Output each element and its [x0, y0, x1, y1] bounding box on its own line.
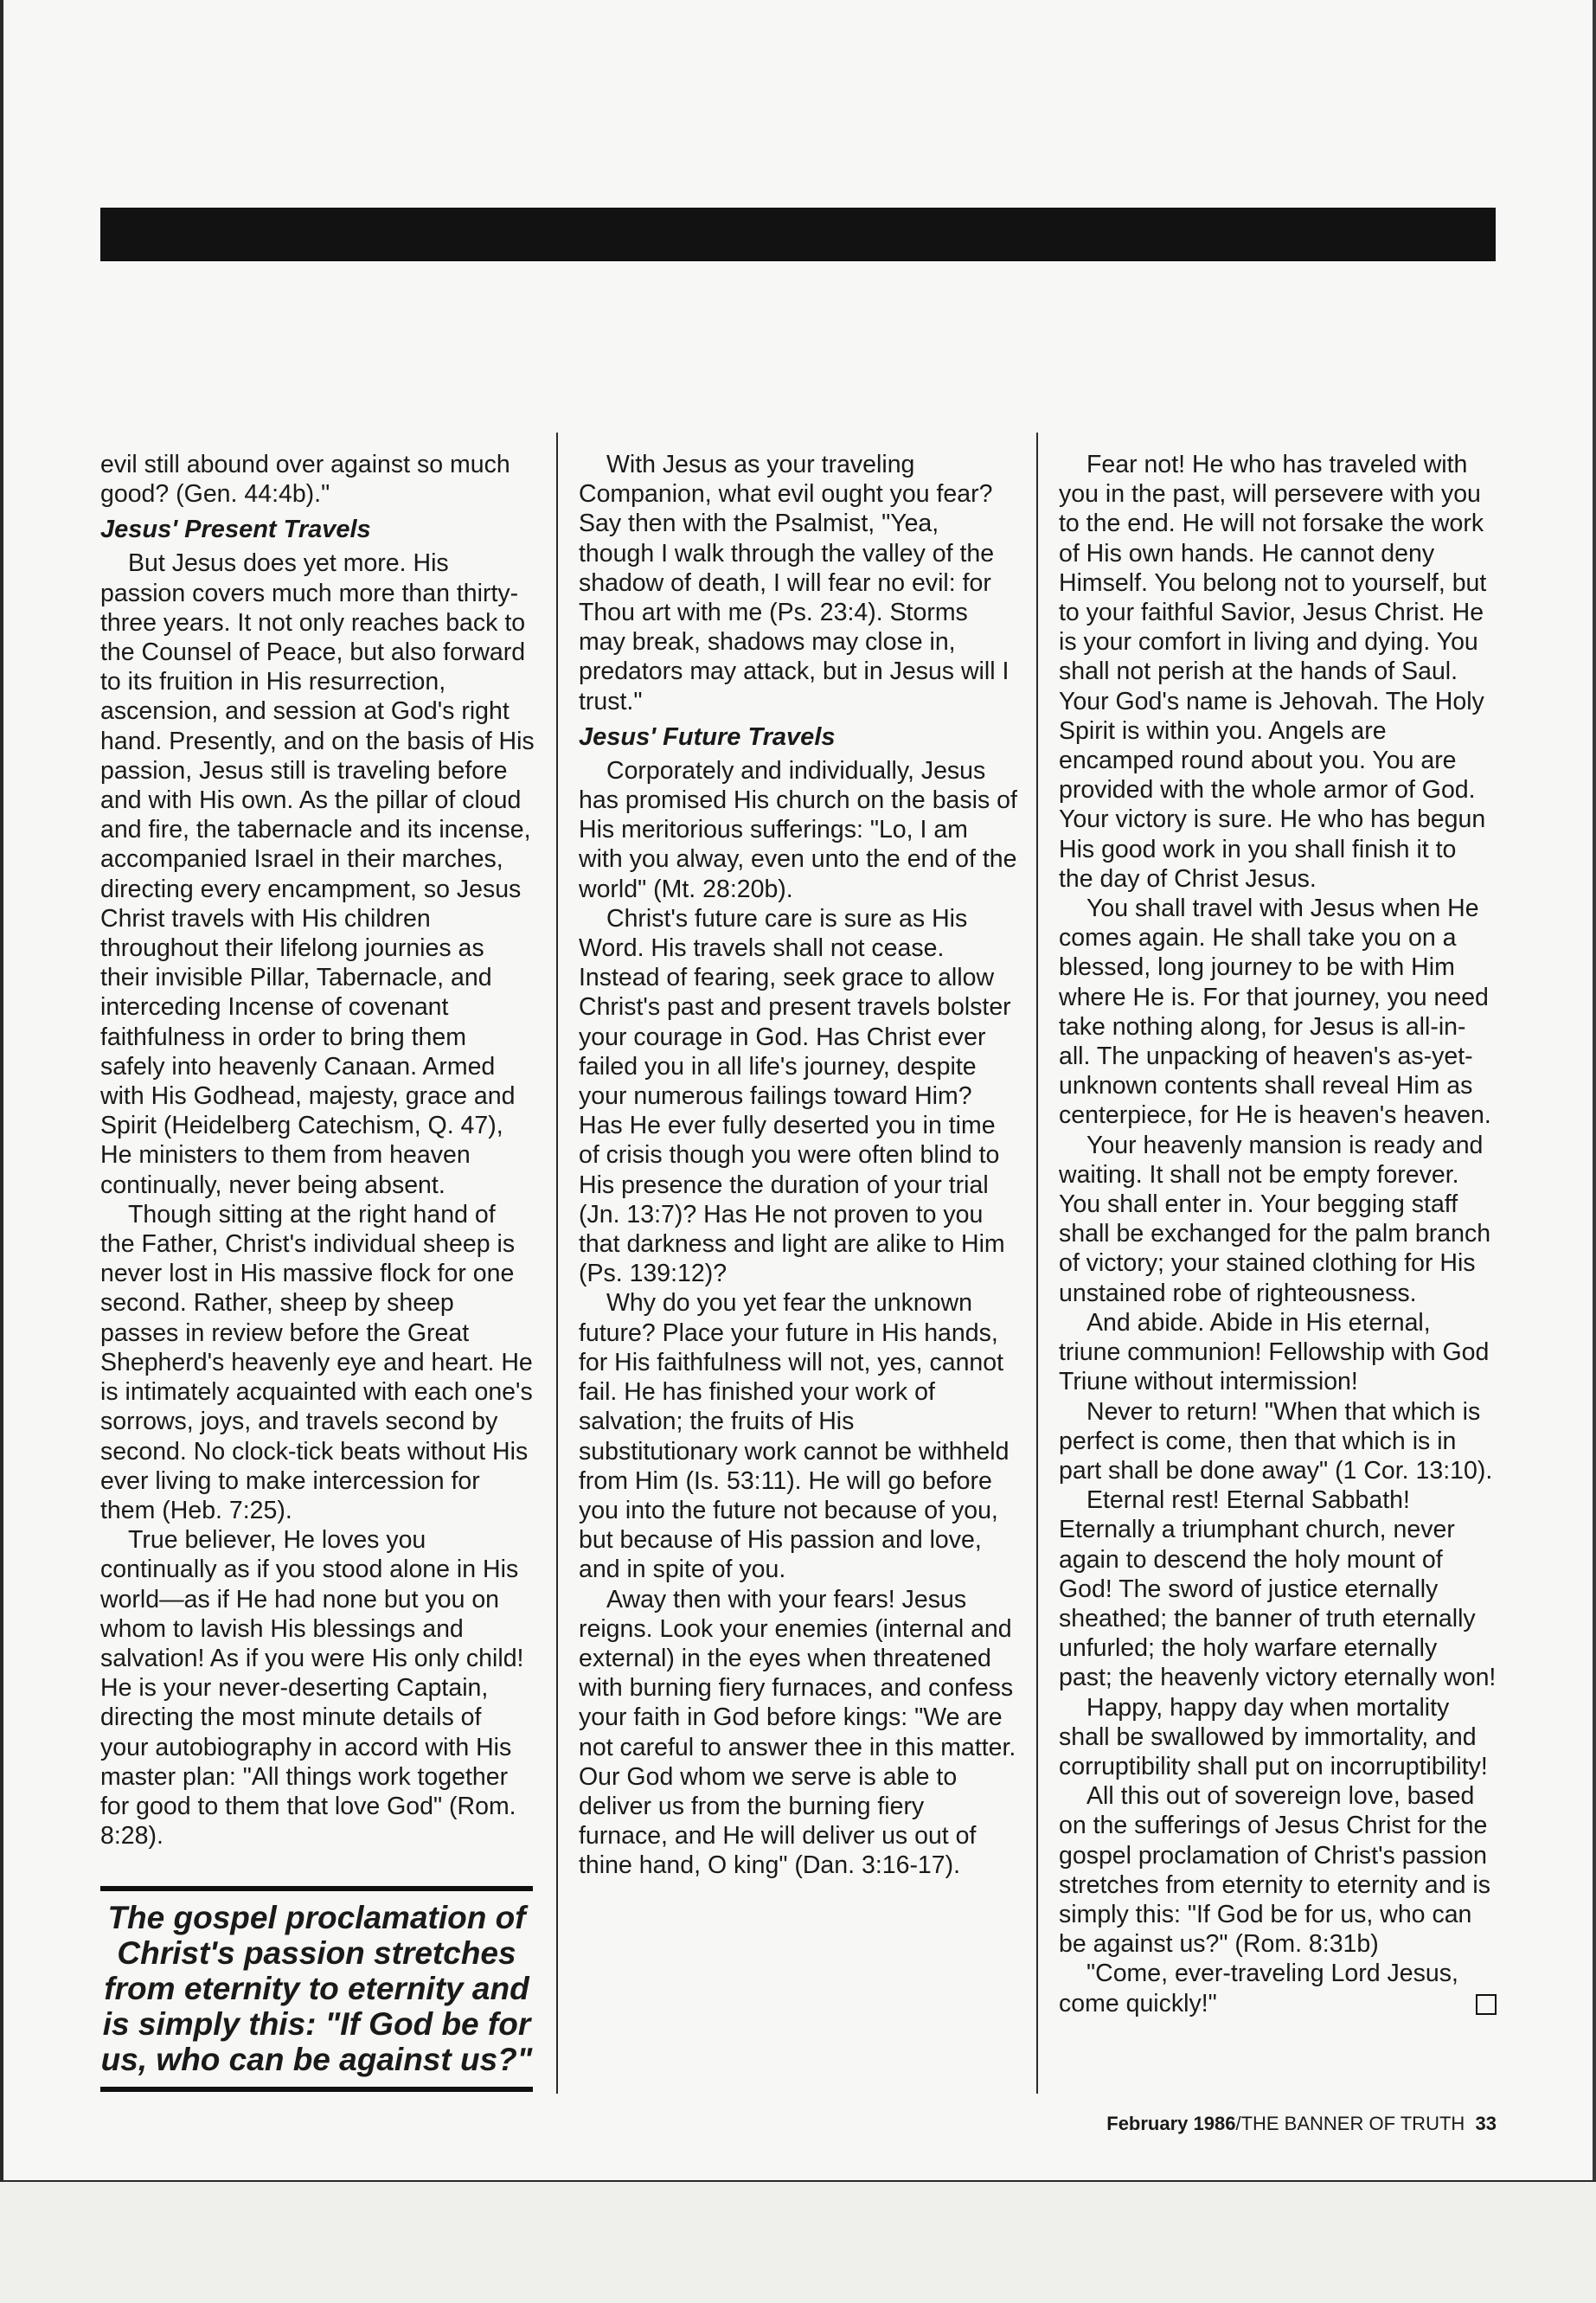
- page-number: 33: [1475, 2113, 1497, 2134]
- section-heading-future-travels: Jesus' Future Travels: [579, 722, 836, 751]
- header-bar: [100, 208, 1496, 261]
- scan-left-edge: [0, 0, 3, 2301]
- column-3: [1059, 450, 1497, 2018]
- paragraph: And abide. Abide in His eternal, triune communion! Fellowship with God Triune without intermission!: [1059, 1308, 1490, 1396]
- column-1: [100, 450, 535, 1851]
- pullquote-bottom-rule: [100, 2087, 533, 2092]
- column-divider: [556, 433, 558, 2094]
- paragraph: Fear not! He who has traveled with you in the past, will persevere with you to the end. He will not forsake the work of His own hands. He cannot deny Himself. You belong not to yourself, but to your faithful Savior, Jesus Christ. He is your comfort in living and dying. You shall not perish at the hands of Saul. Your God's name is Jehovah. The Holy Spirit is within you. Angels are encamped round about you. You are provided with the whole armor of God. Your victory is sure. He who has begun His good work in you shall finish it to the day of Christ Jesus.: [1059, 451, 1487, 893]
- closing-text: "Come, ever-traveling Lord Jesus, come quickly!": [1059, 1960, 1458, 2018]
- paragraph: Why do you yet fear the unknown future? Place your future in His hands, for His faithfulness will not, yes, cannot fail. He has finished your work of salvation; the fruits of His substitutionary work cannot be withheld from Him (Is. 53:11). He will go before you into the future not because of you, but because of His passion and love, and in spite of you.: [579, 1289, 1010, 1584]
- paragraph: Corporately and individually, Jesus has promised His church on the basis of His meritorious sufferings: "Lo, I am with you alway, even unto the end of the world" (Mt. 28:20b).: [579, 756, 1017, 903]
- column-divider: [1036, 433, 1038, 2094]
- paragraph: True believer, He loves you continually as if you stood alone in His world—as if He had none but you on whom to lavish His blessings and salvation! As if you were His only child! He is your never-deserting Captain, directing the most minute details of your autobiography in accord with His master plan: "All things work together for good to them that love God" (Rom. 8:28).: [100, 1526, 524, 1851]
- section-heading-present-travels: Jesus' Present Travels: [100, 516, 371, 544]
- paragraph: Your heavenly mansion is ready and waiting. It shall not be empty forever. You shall enter in. Your begging staff shall be exchanged for the palm branch of victory; your stained clothing for His unstained robe of righteousness.: [1059, 1131, 1491, 1307]
- end-mark-icon: [1476, 1994, 1497, 2015]
- pullquote-top-rule: [100, 1886, 533, 1891]
- paragraph: Eternal rest! Eternal Sabbath! Eternally a triumphant church, never again to descend the holy mount of God! The sword of justice eternally sheathed; the banner of truth eternally unfurled; the holy warfare eternally past; the heavenly victory eternally won!: [1059, 1486, 1497, 1692]
- paragraph: All this out of sovereign love, based on the sufferings of Jesus Christ for the gospel proclamation of Christ's passion stretches from eternity to eternity and is simply this: "If God be for us, who can be against us?" (Rom. 8:31b): [1059, 1782, 1490, 1959]
- paragraph: Never to return! "When that which is perfect is come, then that which is in part shall be done away" (1 Cor. 13:10).: [1059, 1397, 1493, 1485]
- pullquote: The gospel proclamation of Christ's passion stretches from eternity to eternity and is simply this: "If God be for us, who can be against us?": [100, 1900, 533, 2077]
- paragraph: Happy, happy day when mortality shall be swallowed by immortality, and corruptibility shall put on incorruptibility!: [1059, 1693, 1488, 1780]
- paragraph: Away then with your fears! Jesus reigns. Look your enemies (internal and external) in the eyes when threatened with burning fiery furnaces, and confess your faith in God before kings: "We are not careful to answer thee in this matter. Our God whom we serve is able to deliver us from the burning fiery furnace, and He will deliver us out of thine hand, O king" (Dan. 3:16-17).: [579, 1585, 1016, 1880]
- scan-bottom-margin: [0, 2180, 1596, 2303]
- closing-paragraph: [1059, 1959, 1497, 2018]
- paragraph: But Jesus does yet more. His passion covers much more than thirty-three years. It not only reaches back to the Counsel of Peace, but also forward to its fruition in His resurrection, ascension, and session at God's right hand. Presently, and on the basis of His passion, Jesus still is traveling before and with His own. As the pillar of cloud and fire, the tabernacle and its incense, accompanied Israel in their marches, directing every encampment, so Jesus Christ travels with His children throughout their lifelong journies as their invisible Pillar, Tabernacle, and interceding Incense of covenant faithfulness in order to bring them safely into heavenly Canaan. Armed with His Godhead, majesty, grace and Spirit (Heidelberg Catechism, Q. 47), He ministers to them from heaven continually, never being absent.: [100, 549, 535, 1199]
- footer-publication: /THE BANNER OF TRUTH: [1235, 2113, 1465, 2134]
- paragraph: Christ's future care is sure as His Word. His travels shall not cease. Instead of fearing, seek grace to allow Christ's past and present travels bolster your courage in God. Has Christ ever failed you in all life's journey, despite your numerous failings toward Him? Has He ever fully deserted you in time of crisis though you were often blind to His presence the duration of your trial (Jn. 13:7)? Has He not proven to you that darkness and light are alike to Him (Ps. 139:12)?: [579, 904, 1011, 1288]
- paragraph: With Jesus as your traveling Companion, what evil ought you fear? Say then with the Psalmist, "Yea, though I walk through the valley of the shadow of death, I will fear no evil: for Thou art with me (Ps. 23:4). Storms may break, shadows may close in, predators may attack, but in Jesus will I trust.": [579, 451, 1010, 715]
- paragraph-continued: evil still abound over against so much good? (Gen. 44:4b).": [100, 451, 510, 509]
- footer-date: February 1986: [1106, 2113, 1236, 2134]
- page-footer: [1066, 2113, 1497, 2135]
- paragraph: Though sitting at the right hand of the Father, Christ's individual sheep is never lost in His massive flock for one second. Rather, sheep by sheep passes in review before the Great Shepherd's heavenly eye and heart. He is intimately acquainted with each one's sorrows, joys, and travels second by second. No clock-tick beats without His ever living to make intercession for them (Heb. 7:25).: [100, 1200, 533, 1524]
- paragraph: You shall travel with Jesus when He comes again. He shall take you on a blessed, long journey to be with Him where He is. For that journey, you need take nothing along, for Jesus is all-in-all. The unpacking of heaven's as-yet-unknown contents shall reveal Him as centerpiece, for He is heaven's heaven.: [1059, 895, 1491, 1130]
- column-2: [579, 450, 1018, 1881]
- scan-right-edge: [1593, 0, 1596, 2301]
